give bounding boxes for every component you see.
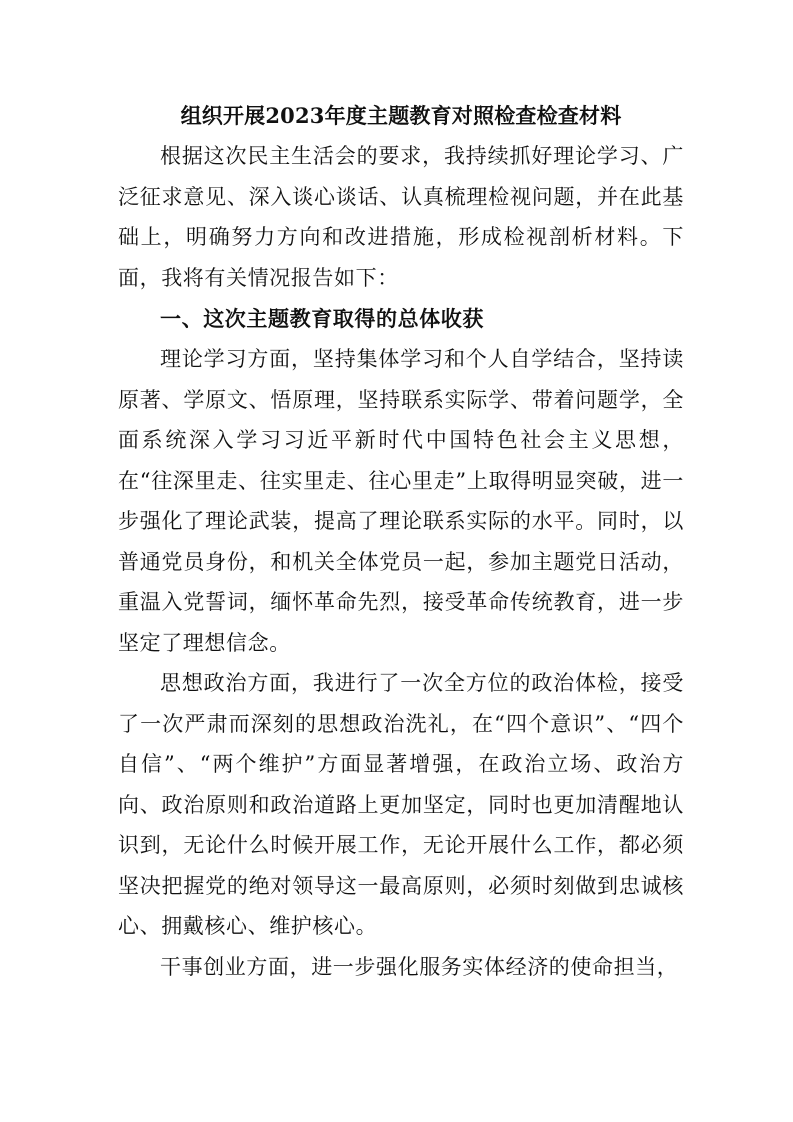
political-thought-paragraph: 思想政治方面，我进行了一次全方位的政治体检，接受了一次严肃而深刻的思想政治洗礼，在“四个意识”、“四个自信”、“两个维护”方面显著增强，在政治立场、政治方向、政治原则和政治道路上更加坚定，同时也更加清醒地认识到，无论什么时候开展工作，无论开展什么工作，都必须坚决把握党的绝对领导这一最高原则，必须时刻做到忠诚核心、拥戴核心、维护核心。 <box>118 671 684 938</box>
theory-study-paragraph: 理论学习方面，坚持集体学习和个人自学结合，坚持读原著、学原文、悟原理，坚持联系实际学、带着问题学，全面系统深入学习习近平新时代中国特色社会主义思想，在“往深里走、往实里走、往心里走”上取得明显突破，进一步强化了理论武装，提高了理论联系实际的水平。同时，以普通党员身份，和机关全体党员一起，参加主题党日活动，重温入党誓词，缅怀革命先烈，接受革命传统教育，进一步坚定了理想信念。 <box>118 347 684 655</box>
work-paragraph: 干事创业方面，进一步强化服务实体经济的使命担当， <box>160 954 679 979</box>
document-title: 组织开展2023年度主题教育对照检查检查材料 <box>180 103 622 128</box>
intro-paragraph: 根据这次民主生活会的要求，我持续抓好理论学习、广泛征求意见、深入谈心谈话、认真梳理检视问题，并在此基础上，明确努力方向和改进措施，形成检视剖析材料。下面，我将有关情况报告如下： <box>118 144 684 290</box>
section-heading: 一、这次主题教育取得的总体收获 <box>160 306 484 331</box>
document-body <box>118 96 684 987</box>
